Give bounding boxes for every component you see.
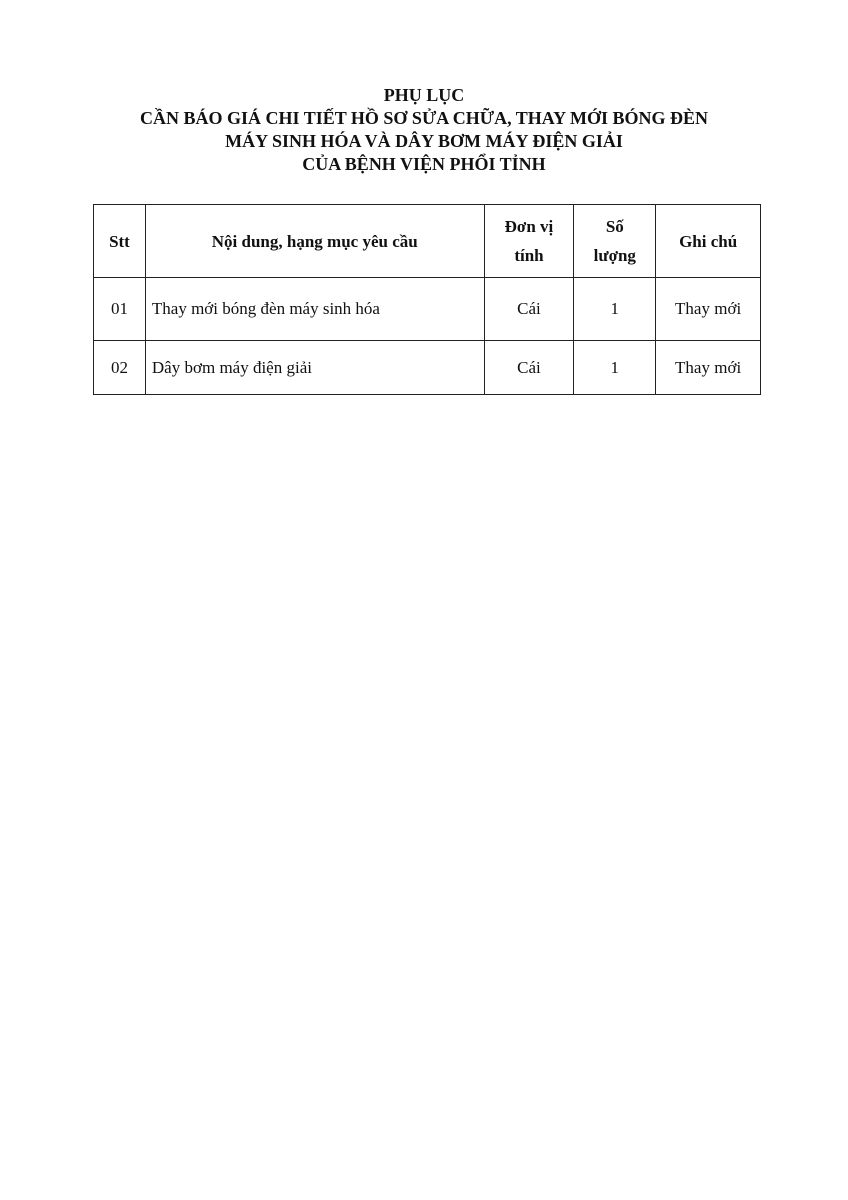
- header-unit-line-2: tính: [514, 246, 544, 265]
- header-unit: [484, 205, 574, 278]
- cell-note: Thay mới: [656, 341, 761, 395]
- cell-stt: 02: [94, 341, 146, 395]
- header-quantity-line-1: Số: [605, 217, 624, 236]
- document-heading: [0, 84, 848, 176]
- header-stt: Stt: [94, 205, 146, 278]
- cell-quantity: 1: [574, 341, 656, 395]
- cell-content: Thay mới bóng đèn máy sinh hóa: [145, 278, 484, 341]
- heading-subtitle-line-2: MÁY SINH HÓA VÀ DÂY BƠM MÁY ĐIỆN GIẢI: [225, 131, 623, 151]
- requirements-table: [93, 204, 761, 395]
- heading-subtitle-line-1: CẦN BÁO GIÁ CHI TIẾT HỒ SƠ SỬA CHỮA, THAY MỚI BÓNG ĐÈN: [140, 108, 708, 128]
- header-quantity: [574, 205, 656, 278]
- cell-content: Dây bơm máy điện giải: [145, 341, 484, 395]
- table-row: [94, 278, 761, 341]
- header-note: Ghi chú: [656, 205, 761, 278]
- header-content: Nội dung, hạng mục yêu cầu: [145, 205, 484, 278]
- cell-note: Thay mới: [656, 278, 761, 341]
- heading-title: PHỤ LỤC: [383, 85, 465, 105]
- heading-subtitle-line-3: CỦA BỆNH VIỆN PHỔI TỈNH: [302, 154, 546, 174]
- table-header-row: [94, 205, 761, 278]
- table-row: [94, 341, 761, 395]
- header-quantity-line-2: lượng: [593, 246, 636, 265]
- cell-quantity: 1: [574, 278, 656, 341]
- cell-unit: Cái: [484, 341, 574, 395]
- cell-stt: 01: [94, 278, 146, 341]
- cell-unit: Cái: [484, 278, 574, 341]
- header-unit-line-1: Đơn vị: [504, 217, 554, 236]
